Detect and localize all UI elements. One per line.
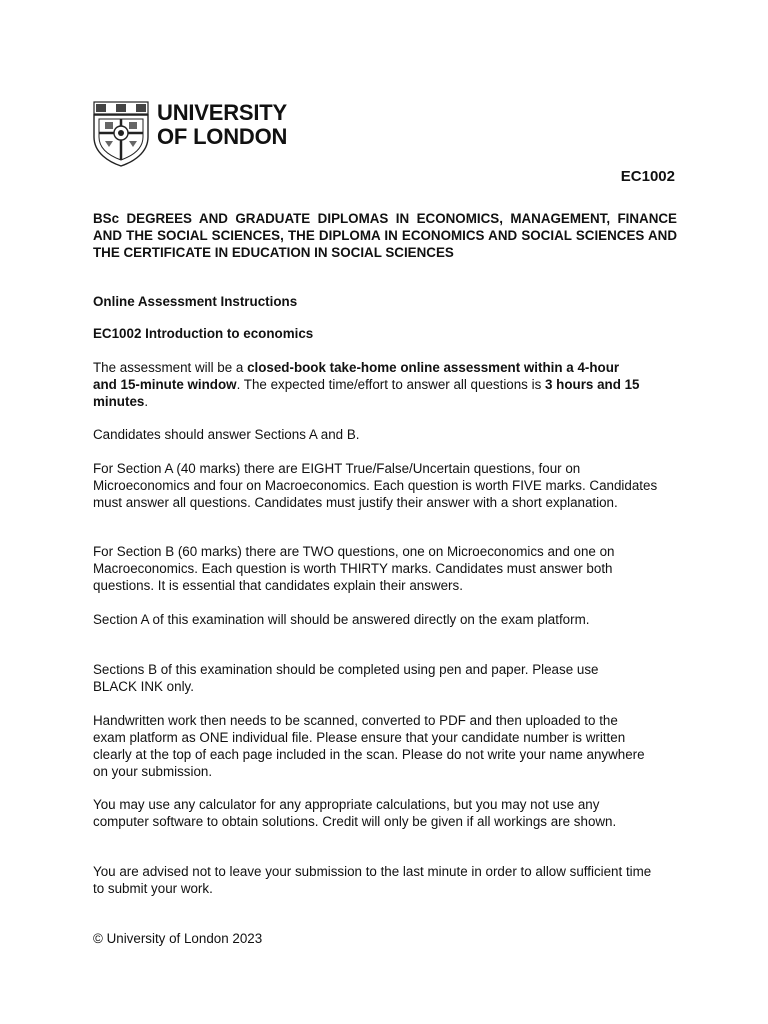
- university-logo: [93, 101, 293, 167]
- course-title: EC1002 Introduction to economics: [93, 326, 314, 341]
- intro-text-2: . The expected time/effort to answer all questions is: [236, 377, 545, 392]
- calculator-paragraph: You may use any calculator for any appropriate calculations, but you may not use any computer software to obtain solutions. Credit will only be given if all workings are shown.: [93, 797, 617, 829]
- copyright-footer: © University of London 2023: [93, 931, 263, 946]
- platform-paragraph: Section A of this examination will should be answered directly on the exam platform.: [93, 612, 590, 627]
- exam-code: EC1002: [620, 168, 675, 185]
- intro-text-3: .: [144, 394, 149, 409]
- intro-bold-2: 3 hours and 15 minutes: [93, 377, 640, 409]
- scan-paragraph: Handwritten work then needs to be scanned, converted to PDF and then uploaded to the exam platform as ONE individual file. Please ensure that your candidate number is written clearly at the top of each page included in the scan. Please do not write your name anywhere on your submission.: [93, 713, 645, 779]
- pen-paper-paragraph: Sections B of this examination should be completed using pen and paper. Please use BLACK INK only.: [93, 662, 599, 694]
- section-a-paragraph: For Section A (40 marks) there are EIGHT True/False/Uncertain questions, four on Microeconomics and four on Macroeconomics. Each question is worth FIVE marks. Candidates must answer all questions. Candidates must justify their answer with a short explanation.: [93, 461, 658, 510]
- section-b-paragraph: For Section B (60 marks) there are TWO questions, one on Microeconomics and one on Macroeconomics. Each question is worth THIRTY marks. Candidates must answer both questions. It is essential that candidates explain their answers.: [93, 544, 615, 593]
- logo-line-2: OF LONDON: [157, 124, 288, 149]
- intro-bold-1: closed-book take-home online assessment within a 4-hour and 15-minute window: [93, 360, 620, 392]
- logo-line-1: UNIVERSITY: [157, 100, 288, 125]
- logo-wordmark: [157, 101, 287, 149]
- section-title: Online Assessment Instructions: [93, 294, 298, 309]
- sections-paragraph: Candidates should answer Sections A and B.: [93, 427, 360, 442]
- advice-paragraph: You are advised not to leave your submission to the last minute in order to allow sufficient time to submit your work.: [93, 864, 652, 896]
- intro-paragraph: [93, 359, 645, 410]
- intro-text-1: The assessment will be a: [93, 360, 248, 375]
- degrees-heading: BSc DEGREES AND GRADUATE DIPLOMAS IN ECONOMICS, MANAGEMENT, FINANCE AND THE SOCIAL SCIENCES, THE DIPLOMA IN ECONOMICS AND SOCIAL SCIENCES AND THE CERTIFICATE IN EDUCATION IN SOCIAL SCIENCES: [93, 211, 677, 260]
- crest-icon: [93, 101, 149, 167]
